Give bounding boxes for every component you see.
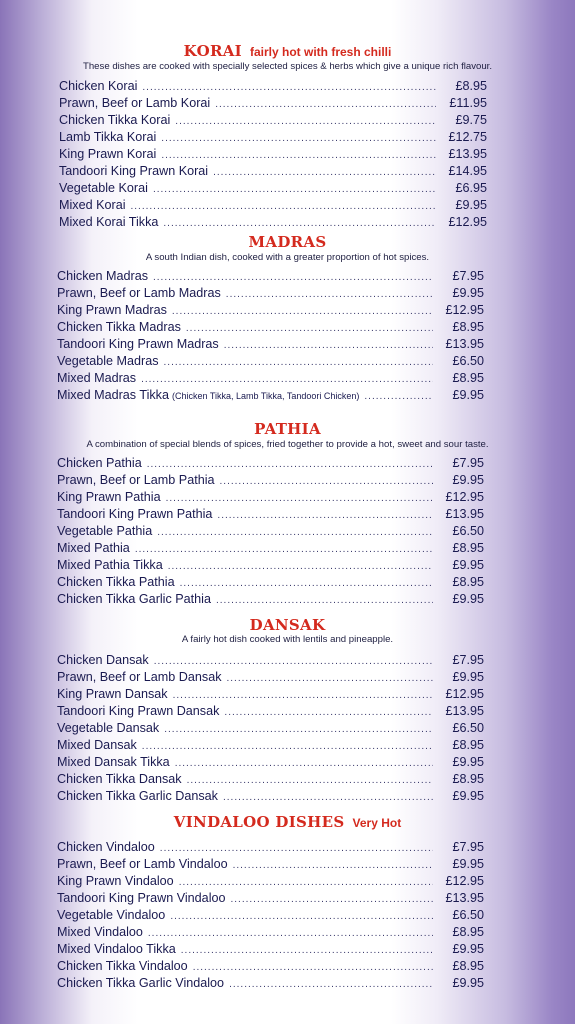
item-name-text: Chicken Tikka Garlic Dansak [57, 789, 218, 803]
item-name [57, 285, 221, 302]
menu-item [59, 95, 487, 112]
item-name-text: Mixed Korai Tikka [59, 215, 159, 229]
item-price: £6.50 [452, 354, 484, 368]
item-name-text: Vegetable Vindaloo [57, 908, 166, 922]
dot-leader [186, 320, 433, 337]
item-name [57, 890, 226, 907]
item-name [59, 146, 156, 163]
item-name [57, 958, 188, 975]
item-price: £11.95 [449, 96, 487, 110]
dot-leader [168, 558, 433, 575]
item-name [57, 737, 137, 754]
menu-item [57, 907, 484, 924]
dot-leader [142, 79, 436, 96]
item-name [57, 669, 222, 686]
item-name-text: Chicken Korai [59, 79, 138, 93]
item-name [57, 523, 152, 540]
item-name-text: Chicken Pathia [57, 456, 142, 470]
item-name [59, 78, 137, 95]
section-pathia [0, 421, 575, 608]
section-dansak [0, 617, 575, 805]
item-name-text: Mixed Pathia [57, 541, 130, 555]
item-list [57, 839, 484, 992]
item-name-text: Prawn, Beef or Lamb Dansak [57, 670, 222, 684]
dot-leader [213, 164, 436, 181]
item-list [57, 268, 484, 404]
item-price: £12.95 [448, 215, 487, 229]
item-name-text: Mixed Dansak [57, 738, 137, 752]
menu-item [57, 319, 484, 336]
item-name [57, 788, 218, 805]
menu-item [57, 472, 484, 489]
item-name-text: Chicken Tikka Dansak [57, 772, 182, 786]
item-price: £7.95 [452, 653, 484, 667]
dot-leader [217, 507, 433, 524]
item-name-text: Mixed Vindaloo Tikka [57, 942, 176, 956]
item-price: £9.95 [452, 942, 484, 956]
item-price: £9.95 [455, 198, 487, 212]
item-name-text: Tandoori King Prawn Korai [59, 164, 209, 178]
dot-leader [224, 704, 433, 721]
item-name-text: Mixed Pathia Tikka [57, 558, 163, 572]
menu-item [57, 720, 484, 737]
item-name [57, 336, 219, 353]
item-name [57, 472, 215, 489]
section-description: These dishes are cooked with specially selected spices & herbs which give a unique rich flavour. [82, 61, 493, 72]
dot-leader [161, 147, 436, 164]
item-price: £12.95 [445, 490, 484, 504]
item-name [57, 574, 175, 591]
item-name [57, 489, 161, 506]
item-name-text: Prawn, Beef or Lamb Korai [59, 96, 211, 110]
dot-leader [216, 592, 433, 609]
menu-item [57, 489, 484, 506]
item-name [57, 387, 359, 405]
item-price: £8.95 [452, 959, 484, 973]
dot-leader [164, 721, 433, 738]
section-description: A combination of special blends of spices, fried together to provide a hot, sweet and sour taste. [86, 439, 489, 450]
item-price: £13.95 [445, 704, 484, 718]
item-price: £14.95 [448, 164, 487, 178]
item-name [59, 214, 158, 231]
section-vindaloo [0, 814, 575, 992]
item-price: £9.95 [452, 857, 484, 871]
dot-leader [215, 96, 436, 113]
dot-leader [141, 371, 433, 388]
dot-leader [181, 942, 433, 959]
item-name [57, 720, 159, 737]
dot-leader [175, 755, 433, 772]
item-name-text: Chicken Tikka Korai [59, 113, 171, 127]
item-name [57, 754, 170, 771]
item-name-text: Mixed Korai [59, 198, 126, 212]
item-name-text: Vegetable Madras [57, 354, 159, 368]
menu-item [57, 370, 484, 387]
menu-item [57, 336, 484, 353]
dot-leader [193, 959, 433, 976]
item-name [57, 703, 219, 720]
menu-item [57, 353, 484, 370]
menu-item [57, 703, 484, 720]
item-name-text: Prawn, Beef or Lamb Madras [57, 286, 221, 300]
item-price: £9.95 [452, 558, 484, 572]
dot-leader [153, 269, 433, 286]
dot-leader [364, 388, 433, 405]
item-name [57, 540, 130, 557]
dot-leader [147, 456, 433, 473]
menu-item [57, 890, 484, 907]
section-title-text: PATHIA [254, 420, 321, 438]
item-price: £13.95 [445, 337, 484, 351]
dot-leader [180, 575, 433, 592]
menu-item [59, 146, 487, 163]
menu-item [57, 652, 484, 669]
item-name [59, 95, 210, 112]
dot-leader [229, 976, 433, 993]
item-name [57, 591, 211, 608]
dot-leader [172, 303, 433, 320]
item-name-text: Chicken Dansak [57, 653, 149, 667]
dot-leader [142, 738, 433, 755]
item-name [57, 353, 159, 370]
item-price: £12.95 [445, 874, 484, 888]
dot-leader [233, 857, 433, 874]
item-name-text: King Prawn Madras [57, 303, 167, 317]
item-price: £7.95 [452, 840, 484, 854]
dot-leader [175, 113, 436, 130]
menu-item [57, 686, 484, 703]
item-name [57, 975, 224, 992]
item-name-text: Vegetable Pathia [57, 524, 153, 538]
dot-leader [131, 198, 437, 215]
item-name [57, 771, 182, 788]
dot-leader [224, 337, 433, 354]
menu-item [57, 839, 484, 856]
item-list [57, 455, 484, 608]
item-name [57, 873, 174, 890]
item-price: £8.95 [455, 79, 487, 93]
menu-item [59, 112, 487, 129]
item-price: £6.95 [455, 181, 487, 195]
item-name [57, 686, 168, 703]
item-price: £9.95 [452, 789, 484, 803]
dot-leader [220, 473, 433, 490]
item-price: £9.95 [452, 755, 484, 769]
item-price: £8.95 [452, 772, 484, 786]
item-price: £12.75 [448, 130, 487, 144]
section-description: A south Indian dish, cooked with a greater proportion of hot spices. [145, 252, 430, 263]
dot-leader [223, 789, 433, 806]
menu-item [57, 788, 484, 805]
menu-item [57, 771, 484, 788]
item-name-text: Prawn, Beef or Lamb Vindaloo [57, 857, 228, 871]
item-name-text: Chicken Tikka Vindaloo [57, 959, 188, 973]
dot-leader [164, 354, 433, 371]
section-title [0, 814, 575, 832]
item-note: (Chicken Tikka, Lamb Tikka, Tandoori Chicken) [171, 391, 360, 401]
item-name [59, 180, 148, 197]
menu-item [59, 78, 487, 95]
item-name-text: Mixed Madras Tikka [57, 388, 169, 402]
item-price: £8.95 [452, 541, 484, 555]
item-price: £8.95 [452, 738, 484, 752]
item-name-text: Chicken Tikka Garlic Pathia [57, 592, 211, 606]
item-price: £6.50 [452, 721, 484, 735]
dot-leader [173, 687, 433, 704]
item-name [57, 370, 136, 387]
menu-item [57, 455, 484, 472]
item-name-text: Chicken Tikka Madras [57, 320, 181, 334]
menu-item [57, 958, 484, 975]
section-subtitle: fairly hot with fresh chilli [249, 45, 392, 59]
item-name-text: Chicken Tikka Pathia [57, 575, 175, 589]
item-name-text: King Prawn Pathia [57, 490, 161, 504]
item-name-text: Vegetable Dansak [57, 721, 160, 735]
menu-item [59, 197, 487, 214]
section-korai [0, 43, 575, 231]
item-name [57, 268, 148, 285]
item-name-text: Chicken Vindaloo [57, 840, 155, 854]
item-name-text: Chicken Madras [57, 269, 148, 283]
item-name-text: Mixed Dansak Tikka [57, 755, 170, 769]
item-name [57, 907, 165, 924]
item-price: £13.95 [448, 147, 487, 161]
section-title-text: MADRAS [248, 233, 327, 251]
section-title-text: DANSAK [249, 616, 326, 634]
item-list [59, 78, 487, 231]
menu-item [57, 754, 484, 771]
menu-item [59, 129, 487, 146]
dot-leader [163, 215, 436, 232]
item-price: £9.95 [452, 388, 484, 402]
item-name [57, 924, 143, 941]
menu-item [57, 506, 484, 523]
item-price: £9.95 [452, 286, 484, 300]
item-name-text: Tandoori King Prawn Dansak [57, 704, 220, 718]
section-title [0, 234, 575, 251]
dot-leader [227, 670, 434, 687]
item-name [57, 557, 163, 574]
item-name [59, 197, 126, 214]
dot-leader [226, 286, 433, 303]
item-price: £8.95 [452, 925, 484, 939]
item-price: £7.95 [452, 456, 484, 470]
section-title [0, 43, 575, 61]
dot-leader [161, 130, 436, 147]
menu-item [57, 387, 484, 404]
item-price: £9.95 [452, 670, 484, 684]
section-title-text: VINDALOO DISHES [173, 813, 345, 831]
menu-item [57, 924, 484, 941]
item-price: £9.95 [452, 473, 484, 487]
section-title [0, 617, 575, 634]
menu-item [57, 591, 484, 608]
item-price: £9.95 [452, 976, 484, 990]
dot-leader [154, 653, 433, 670]
dot-leader [135, 541, 433, 558]
dot-leader [231, 891, 434, 908]
item-name [59, 112, 170, 129]
dot-leader [157, 524, 433, 541]
menu-item [57, 540, 484, 557]
item-price: £8.95 [452, 320, 484, 334]
menu-item [57, 941, 484, 958]
section-madras [0, 234, 575, 404]
menu-item [57, 856, 484, 873]
item-name [57, 839, 155, 856]
dot-leader [148, 925, 433, 942]
item-name-text: Vegetable Korai [59, 181, 148, 195]
item-price: £12.95 [445, 303, 484, 317]
item-name [57, 652, 149, 669]
dot-leader [170, 908, 433, 925]
item-price: £12.95 [445, 687, 484, 701]
dot-leader [187, 772, 433, 789]
menu-item [57, 523, 484, 540]
menu-item [57, 574, 484, 591]
section-title [0, 421, 575, 438]
item-name-text: Prawn, Beef or Lamb Pathia [57, 473, 215, 487]
item-name [57, 302, 167, 319]
menu-item [59, 214, 487, 231]
item-name [57, 941, 176, 958]
item-name-text: Tandoori King Prawn Pathia [57, 507, 213, 521]
item-name-text: Tandoori King Prawn Vindaloo [57, 891, 226, 905]
section-description: A fairly hot dish cooked with lentils and pineapple. [181, 634, 394, 645]
item-name [59, 163, 208, 180]
item-name-text: Mixed Madras [57, 371, 137, 385]
item-price: £13.95 [445, 891, 484, 905]
menu-item [57, 873, 484, 890]
item-price: £9.75 [455, 113, 487, 127]
menu-item [57, 669, 484, 686]
item-name [57, 856, 228, 873]
menu-item [59, 163, 487, 180]
menu-item [57, 302, 484, 319]
item-price: £8.95 [452, 371, 484, 385]
item-price: £9.95 [452, 592, 484, 606]
item-price: £7.95 [452, 269, 484, 283]
menu-item [57, 557, 484, 574]
item-name [57, 506, 212, 523]
menu-item [57, 737, 484, 754]
item-price: £6.50 [452, 524, 484, 538]
item-name-text: Lamb Tikka Korai [59, 130, 157, 144]
item-name-text: Mixed Vindaloo [57, 925, 143, 939]
dot-leader [160, 840, 433, 857]
section-subtitle: Very Hot [352, 816, 402, 830]
section-title-text: KORAI [183, 42, 242, 60]
item-name-text: King Prawn Vindaloo [57, 874, 174, 888]
dot-leader [179, 874, 433, 891]
item-list [57, 652, 484, 805]
item-name-text: King Prawn Dansak [57, 687, 168, 701]
item-name-text: Chicken Tikka Garlic Vindaloo [57, 976, 225, 990]
dot-leader [153, 181, 436, 198]
menu-item [57, 975, 484, 992]
menu-item [59, 180, 487, 197]
menu-item [57, 285, 484, 302]
item-price: £6.50 [452, 908, 484, 922]
item-name-text: Tandoori King Prawn Madras [57, 337, 219, 351]
item-name-text: King Prawn Korai [59, 147, 157, 161]
item-name [57, 455, 142, 472]
item-price: £8.95 [452, 575, 484, 589]
item-name [59, 129, 156, 146]
item-name [57, 319, 181, 336]
dot-leader [166, 490, 433, 507]
menu-item [57, 268, 484, 285]
item-price: £13.95 [445, 507, 484, 521]
